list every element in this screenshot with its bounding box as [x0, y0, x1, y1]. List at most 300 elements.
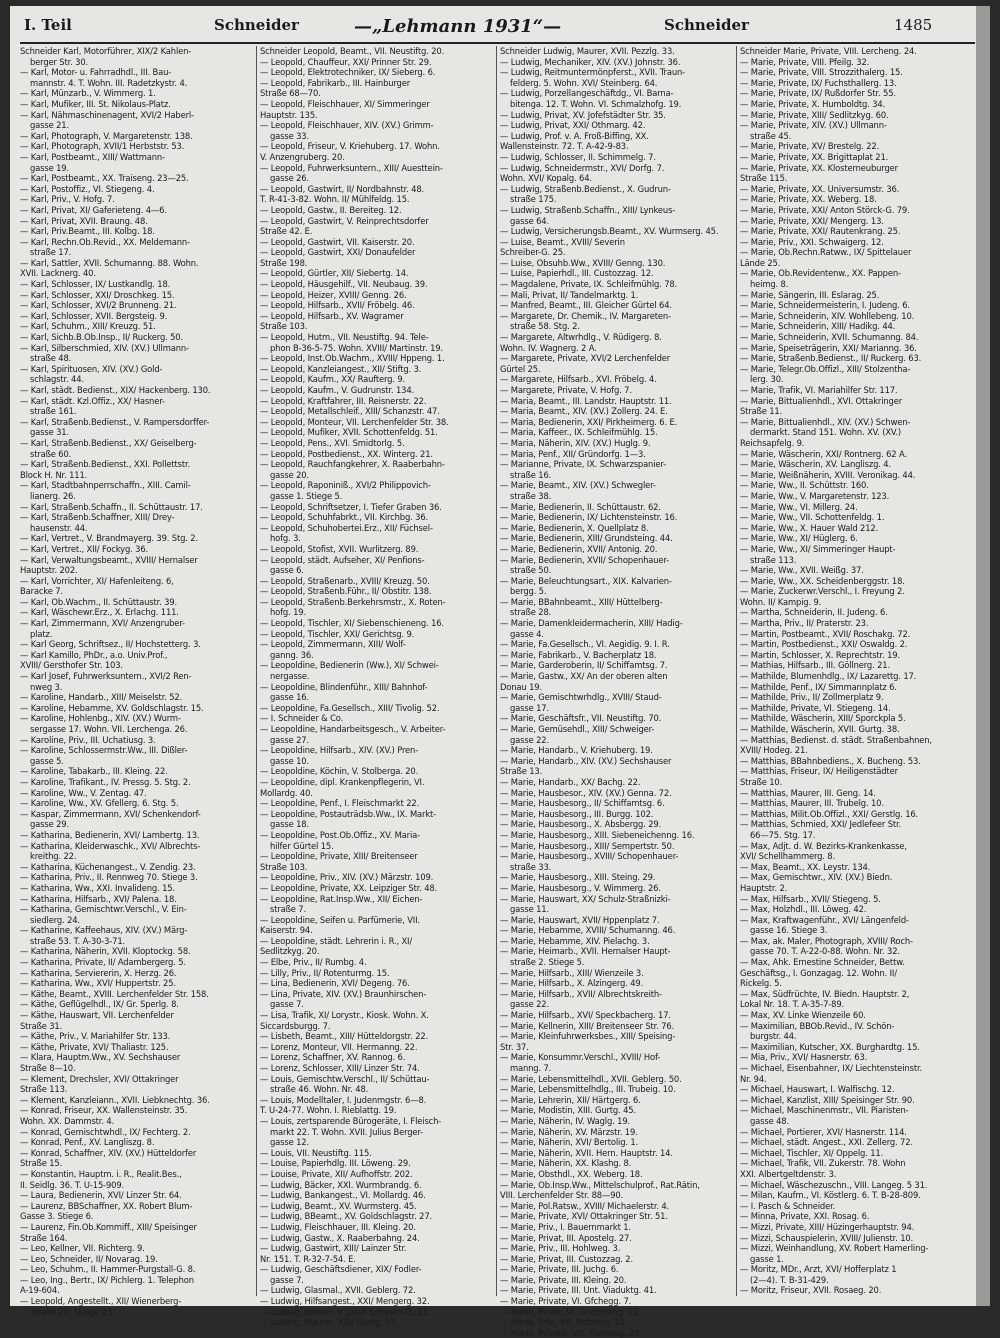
directory-entry-line: — Mathilde, Penf., IX/ Simmannplatz 6.	[740, 681, 897, 692]
directory-entry-line: straße 113.	[750, 554, 797, 565]
directory-entry-line: Straße 10.	[740, 776, 783, 787]
directory-entry-line: — Karl Kamillo, PhDr., a.o. Univ.Prof.,	[20, 649, 168, 660]
directory-entry-line: Straße 11.	[740, 406, 783, 417]
directory-entry-line: straße 45.	[750, 130, 792, 141]
directory-entry-line: Wohn. XX. Dammstr. 4.	[20, 1115, 115, 1126]
directory-entry-line: straße 7.	[270, 904, 306, 915]
directory-entry-line: — Leopold, Gürtler, XII/ Siebertg. 14.	[260, 268, 409, 279]
directory-entry-line: straße 58. Stg. 2.	[510, 321, 580, 332]
directory-entry-line: — Matthias, Friseur, IX/ Heiligenstädter	[740, 766, 898, 777]
directory-entry-line: Schneider Leopold, Beamt., VII. Neustiftg. 20.	[260, 46, 445, 56]
directory-entry-line: — Karoline, Handarb., XIII/ Meiselstr. 52.	[20, 692, 183, 703]
header-rule	[20, 42, 975, 44]
directory-entry-line: — Marie, Handarb., XX/ Bachg. 22.	[500, 776, 641, 787]
directory-entry-line: — Marie, Ww., VII. Schottenfeldg. 1.	[740, 512, 885, 523]
directory-entry-line: — Lilly, Priv., II/ Rotenturmg. 15.	[260, 967, 390, 978]
directory-entry-line: — Käthe, Priv., V. Mariahilfer Str. 133.	[20, 1031, 171, 1042]
column-divider	[496, 46, 497, 1296]
directory-entry-line: — Marie, Priv., III. Hohlweg. 3.	[500, 1243, 621, 1254]
directory-entry-line: — Maria, Beamt., XIV. (XV.) Zollerg. 24. E.	[500, 406, 668, 417]
directory-entry-line: — Marie, Straßenb.Bedienst., II/ Ruckerg. 63.	[740, 353, 922, 364]
directory-entry-line: — Marie, Näherin, XV. Märzstr. 19.	[500, 1126, 638, 1137]
directory-entry-line: — Marie, Konsummr.Verschl., XVIII/ Hof-	[500, 1052, 661, 1063]
directory-entry-line: Straße 198.	[260, 257, 308, 268]
directory-entry-line: — Leopold, Hilfsarb., XVII/ Fröbelg. 46.	[260, 300, 415, 311]
directory-entry-line: — Karl, Motor- u. Fahrradhdl., III. Bau-	[20, 67, 172, 78]
directory-entry-line: gasse 7.	[270, 1274, 304, 1285]
directory-entry-line: XVIII/ Gersthofer Str. 103.	[20, 660, 123, 671]
directory-entry-line: — Leopoldine, Bedienerin (Ww.), XI/ Schwei-	[260, 660, 439, 671]
directory-entry-line: — Karl, Silberschmied, XIV. (XV.) Ullmann-	[20, 342, 189, 353]
directory-entry-line: — I. Schneider & Co.	[260, 713, 344, 724]
directory-entry-line: gasse 16.	[270, 692, 309, 703]
directory-entry-line: — Karoline, Hebamme, XV. Goldschlagstr. 15.	[20, 702, 204, 713]
directory-entry-line: — Marie, Ww., X. Hauer Wald 212.	[740, 522, 879, 533]
directory-entry-line: — Karl, Postoffiz., VI. Stiegeng. 4.	[20, 183, 155, 194]
directory-entry-line: — Marie, Ww., XI/ Simmeringer Haupt-	[740, 543, 896, 554]
directory-entry-line: Straße 164.	[20, 1232, 68, 1243]
directory-entry-line: — Max, Ahk. Ernestine Schneider, Bettw.	[740, 957, 905, 968]
directory-entry-line: kreithg. 22.	[30, 851, 77, 862]
directory-entry-line: — Ludwig, Kellner, V. Josef Schwarz-G. 11.	[260, 1306, 431, 1317]
directory-entry-line: — Konstantin, Hauptm. i. R., Realit.Bes.,	[20, 1168, 182, 1179]
directory-entry-line: gasse 22.	[510, 734, 549, 745]
directory-entry-line: — Marie, Hausbesorg., V. Wimmerg. 26.	[500, 882, 661, 893]
directory-entry-line: siedlerg. 24.	[30, 914, 80, 925]
directory-entry-line: — Magdalene, Private, IX. Schleifmühlg. 78.	[500, 279, 678, 290]
directory-entry-line: — Matthias, Schmied, XXI/ Jedlefeer Str.	[740, 819, 902, 830]
directory-entry-line: — Ludwig, Straßenb.Schaffn., XIII/ Lynkeus-	[500, 204, 676, 215]
directory-entry-line: — Marie, Schneiderin, XVII. Schumanng. 84.	[740, 332, 919, 343]
directory-entry-line: — Marie, Private, XIV. (XV.) Ullmann-	[740, 120, 887, 131]
directory-entry-line: — Karl, Sichb.B.Ob.Insp., II/ Ruckerg. 50.	[20, 332, 184, 343]
directory-entry-line: — Leopoldine, Hilfsarb., XIV. (XV.) Pren-	[260, 745, 419, 756]
directory-entry-line: — Konrad, Friseur, XX. Wallensteinstr. 35.	[20, 1105, 188, 1116]
directory-entry-line: — Maximilian, Kutscher, XX. Burghardtg. 15.	[740, 1041, 920, 1052]
directory-entry-line: — Margarete, Dr. Chemik., IV. Margareten-	[500, 310, 671, 321]
directory-entry-line: — Marie, Private, III. Juchg. 6.	[500, 1264, 619, 1275]
directory-entry-line: — Marie, Ob.Rechn.Ratww., IX/ Spittelauer	[740, 247, 912, 258]
directory-entry-line: — Mathilde, Private, VI. Stiegeng. 14.	[740, 702, 891, 713]
directory-entry-line: — Marie, Private, VI. Gfchegg. 7.	[500, 1296, 632, 1307]
directory-entry-line: — Klement, Kanzleiann., XVII. Liebknechtg. 36.	[20, 1094, 210, 1105]
directory-entry-line: — Marie, Gemischtwrhdlg., XVIII/ Staud-	[500, 692, 662, 703]
directory-entry-line: — Mathilde, Wäscherin, XVII. Gurtg. 38.	[740, 724, 900, 734]
directory-entry-line: platz.	[30, 628, 53, 639]
directory-entry-line: gasse 70. T. A-22-0-88. Wohn. Nr. 32.	[750, 946, 900, 957]
directory-entry-line: straße 28.	[510, 607, 552, 618]
directory-entry-line: berger Str. 30.	[30, 56, 89, 67]
directory-entry-line: Wohn. IV. Wagnerg. 2 A.	[500, 342, 597, 353]
directory-entry-line: — Karl, Schlosser, XXI/ Droschkeg. 15.	[20, 289, 175, 300]
directory-entry-line: — Ludwig, Porzellangeschäftdg., VI. Barna-	[500, 88, 674, 99]
directory-entry-line: nergasse.	[270, 671, 310, 682]
directory-entry-line: — Marie, Geschäftsfr., VII. Neustiftg. 70.	[500, 713, 662, 724]
directory-entry-line: — Katharina, Serviererin, X. Herzg. 26.	[20, 967, 177, 978]
directory-entry-line: — Max, Holzhdl., III. Löweg. 42.	[740, 904, 867, 915]
directory-entry-line: — Marie, Private, III. Unt. Viaduktg. 41.	[500, 1285, 657, 1296]
directory-entry-line: — Karl, Spirituosen, XIV. (XV.) Gold-	[20, 363, 163, 374]
directory-entry-line: — Mali, Privat, II/ Tandelmarktg. 1.	[500, 289, 639, 300]
directory-entry-line: straße 50.	[510, 565, 552, 576]
directory-entry-line: — Marie, Hebamme, XIV. Pielachg. 3.	[500, 935, 650, 946]
directory-entry-line: — Maria, Näherin, XIV. (XV.) Huglg. 9.	[500, 437, 651, 448]
directory-entry-line: — Ludwig, Reitmuntermönpferst., XVII. Traun-	[500, 67, 686, 78]
directory-entry-line: Straße 31.	[20, 1020, 63, 1031]
directory-entry-line: — Marie, Garderoberin, II/ Schiffamtsg. 7.	[500, 660, 668, 671]
directory-entry-line: — Maria, Bedienerin, XXI/ Pirkheimerg. 6. E.	[500, 416, 678, 427]
directory-entry-line: — Ludwig, Schneidermstr., XVI/ Dorfg. 7.	[500, 162, 665, 173]
directory-entry-line: — Marie, Lebensmittelhdlg., III. Trubeig. 10.	[500, 1084, 676, 1095]
directory-entry-line: straße 161.	[30, 406, 77, 417]
directory-entry-line: XVII. Lacknerg. 40.	[20, 268, 96, 279]
directory-entry-line: — Marie, Kellnerin, XIII/ Breitenseer Str. 76.	[500, 1020, 675, 1031]
directory-entry-line: — Karoline, Trafikant., IV. Pressg. 5. Stg. 2.	[20, 776, 191, 787]
directory-entry-line: — Karl, Münzarb., V. Wimmerg. 1.	[20, 88, 156, 99]
directory-entry-line: straße 2. Stiege 5.	[510, 957, 585, 968]
directory-entry-line: — Michael, Trafik, VII. Zukerstr. 78. Wohn	[740, 1158, 906, 1169]
directory-entry-line: — Leopold, Fleischhauer, XIV. (XV.) Grimm-	[260, 120, 434, 131]
directory-entry-line: — Leopold, Gastwirt, XXI/ Donaufelder	[260, 247, 416, 258]
directory-entry-line: — Ludwig, Schlosser, II. Schimmelg. 7.	[500, 151, 656, 162]
directory-entry-line: — Marie, Privat, III. Custozzag. 2.	[500, 1253, 633, 1264]
directory-entry-line: — Karl, Nähmaschinenagent, XVI/2 Haberl-	[20, 109, 194, 120]
directory-entry-line: — Marie, Damenkleidermacherin, XIII/ Hadig-	[500, 618, 683, 629]
directory-entry-line: — Marie, Handarb., XIV. (XV.) Sechshauser	[500, 755, 672, 766]
directory-entry-line: — Marie, Schneiderin, XIII/ Hadikg. 44.	[740, 321, 896, 332]
directory-entry-line: — Marie, Bedienerin, II. Schüttaustr. 62.	[500, 501, 661, 512]
directory-entry-line: — Karoline, Ww., XV. Gfellerg. 6. Stg. 5.	[20, 798, 179, 809]
directory-entry-line: — Leopold, Metallschleif., XIII/ Schanzstr. 47.	[260, 406, 440, 417]
directory-entry-line: — Katharina, Näherin, XVII. Kloptockg. 58.	[20, 946, 191, 957]
directory-entry-line: — Ludwig, Geschäftsdiener, XIX/ Fodler-	[260, 1264, 422, 1275]
directory-entry-line: — Leo, Schuhm., II. Hammer-Purgstall-G. 8.	[20, 1264, 196, 1275]
column-divider	[736, 46, 737, 1296]
directory-entry-line: — Marie, Zuckerwr.Verschl., I. Freyung 2.	[740, 586, 905, 597]
directory-entry-line: Straße 68—70.	[260, 88, 321, 99]
directory-entry-line: gasse 29.	[30, 819, 69, 830]
directory-entry-line: — Marie, Heimarb., XVII. Hernalser Haupt-	[500, 946, 671, 957]
directory-entry-line: XXI. Albertgeltdenstr. 3.	[740, 1168, 837, 1179]
directory-entry-line: — Leopold, Rauchfangkehrer, X. Raaberbahn-	[260, 459, 445, 470]
directory-entry-line: — Marie, Pol.Ratsw., XVIII/ Michaelerstr. 4.	[500, 1200, 670, 1211]
directory-entry-line: gasse 27.	[270, 734, 309, 745]
directory-entry-line: — Karl, Postbeamt., XX. Traiseng. 23—25.	[20, 173, 189, 184]
directory-entry-line: straße 33.	[510, 861, 552, 872]
directory-entry-line: gasse 64.	[510, 215, 549, 226]
directory-entry-line: Donau 19.	[500, 681, 542, 692]
directory-entry-line: — Leopoldine, Fa.Gesellsch., XIII/ Tivolig. 52.	[260, 702, 440, 713]
directory-entry-line: — Karl, Zimmermann, XVI/ Anzengruber-	[20, 618, 185, 629]
directory-entry-line: gasse 11.	[510, 904, 549, 915]
directory-entry-line: — Marie, Private, XV/ Brestelg. 22.	[740, 141, 880, 152]
directory-entry-line: — Marie, Hebamme, XVIII/ Schumanng. 46.	[500, 925, 676, 936]
directory-entry-line: — Karl Josef, Fuhrwerksuntern., XVI/2 Ren-	[20, 671, 192, 682]
directory-entry-line: — Marie, Näherin, IV. Waglg. 19.	[500, 1115, 631, 1126]
directory-entry-line: — Marie, Schneidermeisterin, I. Judeng. 6.	[740, 300, 910, 311]
directory-entry-line: II. Seidlg. 36. T. U-15-909.	[20, 1179, 125, 1190]
directory-entry-line: — Matthias, Maurer, III. Geng. 14.	[740, 787, 876, 798]
directory-entry-line: Block H. Nr. 111.	[20, 469, 88, 480]
directory-entry-line: — Marie, Näherin, XVI/ Bertolig. 1.	[500, 1137, 639, 1148]
directory-entry-line: Straße 42. E.	[260, 226, 313, 237]
directory-entry-line: — Marie, Hilfsarb., X. Alzingerg. 49.	[500, 978, 644, 989]
directory-entry-line: gasse 21.	[30, 120, 69, 131]
directory-entry-line: — Katharine, Kaffeehaus, XIV. (XV.) Märg-	[20, 925, 188, 936]
directory-entry-line: — Marie, Hilfsarb., XVI/ Speckbacherg. 17.	[500, 1010, 671, 1021]
directory-entry-line: — Lorenz, Schlosser, XIII/ Linzer Str. 74.	[260, 1063, 420, 1073]
directory-entry-line: burgstr. 44.	[750, 1031, 797, 1042]
directory-entry-line: Gürtel 25.	[500, 363, 541, 374]
directory-entry-line: — Karoline, Ww., V. Zentag. 47.	[20, 787, 147, 798]
directory-entry-line: — Marie, Trafik, VI. Mariahilfer Str. 117.	[740, 385, 898, 395]
directory-entry-line: — Milan, Kaufm., VI. Köstlerg. 6. T. B-28-809.	[740, 1190, 921, 1201]
directory-entry-line: gasse 7.	[270, 999, 304, 1010]
header-left-name: Schneider	[214, 16, 299, 34]
directory-entry-line: gasse 33.	[270, 130, 309, 141]
directory-entry-line: — Minna, Private, XXI. Rosag. 6.	[740, 1211, 870, 1222]
directory-entry-line: — Ludwig, Gastwirt, XIII/ Lainzer Str.	[260, 1243, 407, 1254]
directory-entry-line: Reichsapfelg. 9.	[740, 437, 805, 448]
directory-entry-line: sergasse 17. Wohn. VII. Lerchenga. 26.	[30, 724, 188, 734]
directory-entry-line: — Louis, Modelltaler, I. Judenmgstr. 6—8.	[260, 1094, 427, 1105]
directory-entry-line: — Leopold, Hutm., VII. Neustiftg. 94. Tele-	[260, 332, 429, 343]
directory-entry-line: Lokal Nr. 18. T. A-35-7-89.	[740, 999, 845, 1010]
directory-entry-line: Geschäftsg., I. Gonzagag. 12. Wohn. II/	[740, 967, 897, 978]
directory-entry-line: — Leopold, Postbedienst., XX. Winterg. 21.	[260, 448, 433, 459]
directory-entry-line: — Ludwig, BBeamt., XV. Goldschlagstr. 27.	[260, 1211, 433, 1222]
directory-entry-line: — Manfred, Beamt., III. Gleicher Gürtel 64.	[500, 300, 672, 311]
directory-entry-line: — Ludwig, Hilfsangest., XXI/ Mengerg. 32.	[260, 1296, 430, 1307]
directory-entry-line: schlagstr. 44.	[30, 374, 84, 385]
directory-entry-line: — Leopoldine, Blindenführ., XIII/ Bahnhof-	[260, 681, 428, 692]
directory-entry-line: gasse 16. Stiege 3.	[750, 925, 828, 936]
directory-entry-line: Lände 25.	[740, 257, 781, 268]
directory-entry-line: — Karoline, Tabakarb., III. Kleing. 22.	[20, 766, 168, 777]
directory-entry-line: Straße 8—10.	[20, 1063, 76, 1073]
directory-entry-line: — Leopold, Chauffeur, XXI/ Prinner Str. 29.	[260, 56, 432, 67]
directory-entry-line: — Max, Beamt., XX. Leystr. 134.	[740, 861, 871, 872]
directory-entry-line: — Leopold, Inst.Ob.Wachm., XVIII/ Hppeng. 1.	[260, 353, 445, 364]
directory-entry-line: VIII. Lerchenfelder Str. 88—90.	[500, 1190, 624, 1201]
directory-entry-line: — Martin, Postbedienst., XXI/ Oswaldg. 2.	[740, 639, 908, 650]
directory-entry-line: Schneider Marie, Private, VIII. Lercheng. 24.	[740, 46, 917, 56]
directory-entry-line: — Leopold, Gastw., II. Bereiteg. 12.	[260, 204, 402, 215]
directory-entry-line: — Luise, Papierhdl., III. Custozzag. 12.	[500, 268, 654, 279]
directory-entry-line: — Michael, Maschinenmstr., VII. Piaristen-	[740, 1105, 909, 1116]
directory-entry-line: — Marie, Ww., XX. Scheidenberggstr. 18.	[740, 575, 905, 586]
directory-entry-line: — Konrad, Schaffner, XIV. (XV.) Hütteldorfer	[20, 1147, 197, 1158]
directory-entry-line: — Katharina, Ww., XVI/ Huppertstr. 25.	[20, 978, 176, 989]
directory-entry-line: — Ludwig, Maurer, XXI/ Gurtg. 55.	[260, 1317, 398, 1328]
directory-entry-line: — Marie, Obsthdl., XX. Weberg. 18.	[500, 1168, 643, 1179]
directory-entry-line: — Marie, Private, XXI/ Rautenkrang. 25.	[740, 226, 901, 237]
directory-entry-line: straße 46. Wohn. Nr. 48.	[270, 1084, 369, 1095]
directory-entry-line: — Marie, Bedienerin, X. Quellplatz 8.	[500, 522, 649, 533]
directory-entry-line: — Marie, Sängerin, III. Eslarag. 25.	[740, 289, 880, 300]
directory-entry-line: — Mizzi, Weinhandlung, XV. Robert Hamerling-	[740, 1243, 929, 1254]
directory-entry-line: — Ludwig, Bankangest., VI. Mollardg. 46.	[260, 1190, 426, 1201]
directory-entry-line: — Ludwig, Privat, XV. Jofefstädter Str. 35.	[500, 109, 666, 120]
directory-entry-line: bitenga. 12. T. Wohn. VI. Schmalzhofg. 19.	[510, 98, 682, 109]
directory-entry-line: — Max, Südfrüchte, IV. Biedn. Hauptstr. 2,	[740, 988, 910, 999]
directory-entry-line: — Marie, Ob.Insp.Ww., Mittelschulprof., Rat.Rätin,	[500, 1179, 700, 1190]
directory-entry-line: — Karl, Straßenb.Bedienst., XX/ Geiselberg-	[20, 437, 197, 448]
directory-entry-line: — Karl, Vorrichter, XI/ Hafenleiteng. 6,	[20, 575, 174, 586]
directory-entry-line: — Marie, Private, IX/ Rußdorfer Str. 55.	[740, 88, 896, 99]
directory-entry-line: — Moritz, MDr., Arzt, XVI/ Hofferplatz 1	[740, 1264, 897, 1275]
directory-entry-line: — Marie, Modistin, XIII. Gurtg. 45.	[500, 1105, 636, 1116]
directory-entry-line: — Laurenz, BBSchaffner, XX. Robert Blum-	[20, 1200, 193, 1211]
directory-entry-line: hofg. 19.	[270, 607, 306, 618]
directory-entry-line: Mollardg. 40.	[260, 787, 313, 798]
directory-entry-line: — Margarete, Private, XVI/2 Lerchenfelder	[500, 353, 671, 364]
header-right-name: Schneider	[664, 16, 749, 34]
directory-entry-line: gasse 6.	[270, 565, 304, 576]
directory-entry-line: — Leopold, Gastwirt, VII. Kaiserstr. 20.	[260, 236, 415, 247]
directory-entry-line: — Karl, Privat, XI/ Gaferieteng. 4—6.	[20, 204, 167, 215]
directory-entry-line: Hauptstr. 2.	[740, 882, 788, 893]
directory-entry-line: — Leopold, Schuhfabrkt., VII. Kirchbg. 36.	[260, 512, 429, 523]
directory-entry-line: gasse 4.	[510, 628, 544, 639]
directory-entry-line: gasse 20.	[270, 469, 309, 480]
directory-entry-line: — Karl, Vertret., XII/ Fockyg. 36.	[20, 543, 149, 554]
directory-entry-line: — Marie, Private, XXI/ Mengerg. 13.	[740, 215, 884, 226]
directory-entry-line: — Mathilde, Priv., II/ Zollmerplatz 9.	[740, 692, 884, 703]
directory-entry-line: — Karl, städt. Kzl.Offiz., XX/ Hasner-	[20, 395, 165, 406]
directory-entry-line: Straße 115.	[740, 173, 788, 184]
directory-entry-line: — Marie, Priv., XXI. Schwaigerg. 12.	[740, 236, 884, 247]
directory-entry-line: — Katharina, Hilfsarb., XVI/ Palena. 18.	[20, 893, 177, 904]
directory-entry-line: — Leopold, Kanzleiangest., XII/ Stiftg. 3.	[260, 363, 422, 374]
directory-entry-line: — Karl, Priv.Beamt., III. Kolbg. 18.	[20, 226, 155, 237]
directory-entry-line: Straße 15.	[20, 1158, 63, 1169]
directory-entry-line: lerg. 30.	[750, 374, 784, 385]
directory-entry-line: — Louise, Private, XII/ Aufhoffstr. 202.	[260, 1168, 413, 1179]
directory-entry-line: — Marie, Private, X. Humboldtg. 34.	[740, 98, 886, 109]
directory-entry-line: — Leopold, Pens., XVI. Smidtorlg. 5.	[260, 437, 405, 448]
directory-entry-line: phon B-36-5-75. Wohn. XVIII/ Martinstr. 19.	[270, 342, 443, 353]
directory-entry-line: — Leopold, Straßenarb., XVIII/ Kreuzg. 50.	[260, 575, 430, 586]
directory-entry-line: — Marie, Hausbesorg., II/ Schiffamtsg. 6.	[500, 798, 665, 809]
directory-entry-line: — Marie, Private, XVI/ Ottakringer Str. 51.	[500, 1211, 668, 1222]
directory-entry-line: — Leopoldine, Seifen u. Parfümerie, VII.	[260, 914, 420, 925]
directory-entry-line: — Marie, Beleuchtungsart., XIX. Kalvarien-	[500, 575, 672, 586]
directory-entry-line: — Leo, Kellner, VII. Richterg. 9.	[20, 1243, 145, 1254]
directory-entry-line: 66—75. Stg. 17.	[750, 829, 816, 840]
directory-entry-line: — Laurenz, Fin.Ob.Kommiff., XIII/ Speisinger	[20, 1221, 197, 1232]
directory-entry-line: — Laura, Bedienerin, XVI/ Linzer Str. 64.	[20, 1190, 182, 1201]
directory-entry-line: — Leopold, Schuhobertei.Erz., XII/ Füchsel-	[260, 522, 433, 533]
directory-entry-line: — Leopoldine, dipl. Krankenpflegerin, VI.	[260, 776, 425, 787]
directory-entry-line: — Ludwig, Bäcker, XXI. Wurmbrandg. 6.	[260, 1179, 422, 1190]
directory-entry-line: — Leopold, Fleischhauer, XI/ Simmeringer	[260, 98, 430, 109]
directory-entry-line: straße 16.	[510, 469, 552, 480]
directory-entry-line: — Marie, Private, VIII. Pfeilg. 32.	[740, 56, 870, 67]
column-3	[500, 46, 732, 1338]
directory-entry-line: — Marie, Bedienerin, IX/ Lichtensteinstr. 16.	[500, 512, 678, 523]
directory-entry-line: — Margarete, Private, V. Hofg. 7.	[500, 385, 632, 395]
directory-entry-line: — Karl, Wäschewr.Erz., X. Erlachg. 111.	[20, 607, 179, 618]
directory-entry-line: Kaiserstr. 94.	[260, 925, 313, 936]
directory-entry-line: — Leopold, Elektrotechniker, IX/ Sieberg. 6.	[260, 67, 436, 78]
directory-entry-line: — Margarete, Altwrhdlg., V. Rüdigerg. 8.	[500, 332, 662, 343]
directory-entry-line: — Marie, Bedienerin, XVII/ Schopenhauer-	[500, 554, 670, 565]
directory-entry-line: — Ludwig, Beamt., XV. Wurmsterg. 45.	[260, 1200, 417, 1211]
directory-entry-line: heimg. 8.	[750, 279, 789, 290]
directory-entry-line: — Ludwig, Prof. v. A. Froß-Biffing, XX.	[500, 130, 649, 141]
directory-entry-line: — Marie, Private, VIII. Strozzithalerg. 15.	[740, 67, 903, 78]
directory-entry-line: ganng. 36.	[270, 649, 314, 660]
directory-entry-line: straße 48.	[30, 353, 72, 364]
directory-entry-line: — Moritz, Friseur, XVII. Rosaeg. 20.	[740, 1285, 882, 1296]
directory-entry-line: — Karl, Sattler, XVII. Schumanng. 88. Wohn.	[20, 257, 199, 268]
directory-entry-line: — Michael, Wäschezuschn., VIII. Langeg. 5 31.	[740, 1179, 928, 1190]
directory-entry-line: — Marie, Handarb., V. Kriehuberg. 19.	[500, 745, 653, 756]
directory-entry-line: — Ludwig, Fleischhauer, III. Kleing. 20.	[260, 1221, 416, 1232]
directory-entry-line: — Leopold, Mufiker, XVII. Schottenfeldg. 51.	[260, 427, 438, 438]
directory-entry-line: — Marie, Private, XIII/ Sedlitzkyg. 60.	[740, 109, 889, 120]
directory-entry-line: — Karl, Ob.Wachm., II. Schüttaustr. 39.	[20, 596, 178, 607]
directory-entry-line: — Marie, Ww., II. Schüttstr. 160.	[740, 480, 869, 491]
directory-entry-line: Straße 113.	[20, 1084, 68, 1095]
directory-entry-line: — Leopoldine, Post.Ob.Offiz., XV. Maria-	[260, 829, 420, 840]
directory-entry-line: Str. 37.	[500, 1041, 529, 1052]
directory-entry-line: — Martha, Priv., II/ Praterstr. 23.	[740, 618, 869, 629]
directory-entry-line: Nr. 151. T. R-32-7-54. E.	[260, 1253, 356, 1264]
directory-entry-line: — Marie, Hausbesorg., III. Burgg. 102.	[500, 808, 654, 819]
directory-entry-line: hilfer Gürtel 15.	[270, 840, 334, 851]
directory-entry-line: — Leopold, Hilfsarb., XV. Wagramer	[260, 310, 404, 321]
volume-part-label: I. Teil	[24, 16, 72, 34]
directory-entry-line: gasse 1. Stiege 5.	[270, 490, 343, 501]
directory-entry-line: — Marie, Hauswart, XVII/ Hppenplatz 7.	[500, 914, 660, 925]
directory-entry-line: — Louis, Gemischtw.Verschl., II/ Schüttau-	[260, 1073, 430, 1084]
directory-entry-line: — Marie, Näherin, XVII. Hern. Hauptstr. 14.	[500, 1147, 673, 1158]
directory-entry-line: — Marie, Hausbesorg., XIII. Steing. 29.	[500, 872, 656, 883]
directory-entry-line: — Marie, Bittualienhdl., XVI. Ottakringer	[740, 395, 903, 406]
directory-entry-line: — Karl, Schlosser, XVI/2 Brunneng. 21.	[20, 300, 177, 311]
directory-entry-line: — Max, Adjt. d. W. Bezirks-Krankenkasse,	[740, 840, 907, 851]
directory-entry-line: straße 175.	[510, 194, 557, 205]
directory-entry-line: — Marie, Weißnäherin, XVIII. Veronikag. 44.	[740, 469, 916, 480]
directory-entry-line: — Michael, Portierer, XVI/ Hasnerstr. 114.	[740, 1126, 907, 1137]
directory-entry-line: — Katharina, Private, II/ Adambergerg. 5.	[20, 957, 186, 968]
directory-entry-line: — Karl, Photograph, XVII/1 Herbststr. 53.	[20, 141, 185, 152]
directory-entry-line: — Marianne, Private, IX. Schwarzspanier-	[500, 459, 667, 470]
directory-entry-line: — Karl, Straßenb.Bedienst., XXI. Pollettstr.	[20, 459, 191, 470]
directory-entry-line: — Käthe, Beamt., XVIII. Lerchenfelder Str. 158.	[20, 988, 209, 999]
directory-entry-line: — Karl, Mufiker, III. St. Nikolaus-Platz.	[20, 98, 171, 109]
directory-entry-line: — Leopold, Angestellt., XII/ Wienerberg-	[20, 1296, 182, 1307]
directory-entry-line: — Katharina, Bedienerin, XVI/ Lambertg. 13.	[20, 829, 200, 840]
directory-entry-line: — Ludwig, Privat, XXI/ Othmarg. 42.	[500, 120, 646, 131]
directory-entry-line: Sedlitzkyg. 20.	[260, 946, 320, 957]
directory-entry-line: straße 17.	[30, 247, 72, 258]
directory-entry-line: — Leopold, Gastwirt, V. Reinprechtsdorfer	[260, 215, 429, 226]
directory-entry-line: — Leopold, Kaufm., V. Gudrunstr. 134.	[260, 385, 415, 395]
directory-entry-line: Wallensteinstr. 72. T. A-42-9-83.	[500, 141, 629, 152]
directory-entry-line: — Kaspar, Zimmermann, XVI/ Schenkendorf-	[20, 808, 201, 819]
directory-entry-line: — Karl, Straßenb.Schaffner, XIII/ Drey-	[20, 512, 175, 523]
directory-entry-line: — Karl, Stadtbahnperrschaffn., XIII. Camil-	[20, 480, 191, 491]
directory-entry-line: — Marie, Priv., I. Bauernmarkt 1.	[500, 1221, 631, 1232]
directory-entry-line: — Marie, Hilfsarb., XIII/ Wienzeile 3.	[500, 967, 644, 978]
directory-entry-line: gasse 10.	[270, 755, 309, 766]
directory-entry-line: — Marie, Bittualienhdl., XIV. (XV.) Schwen-	[740, 416, 911, 427]
directory-entry-line: — Marie, Private, XX. Weberg. 18.	[740, 194, 877, 205]
directory-entry-line: — Leopold, Fabrikarb., III. Hainburger	[260, 77, 411, 88]
